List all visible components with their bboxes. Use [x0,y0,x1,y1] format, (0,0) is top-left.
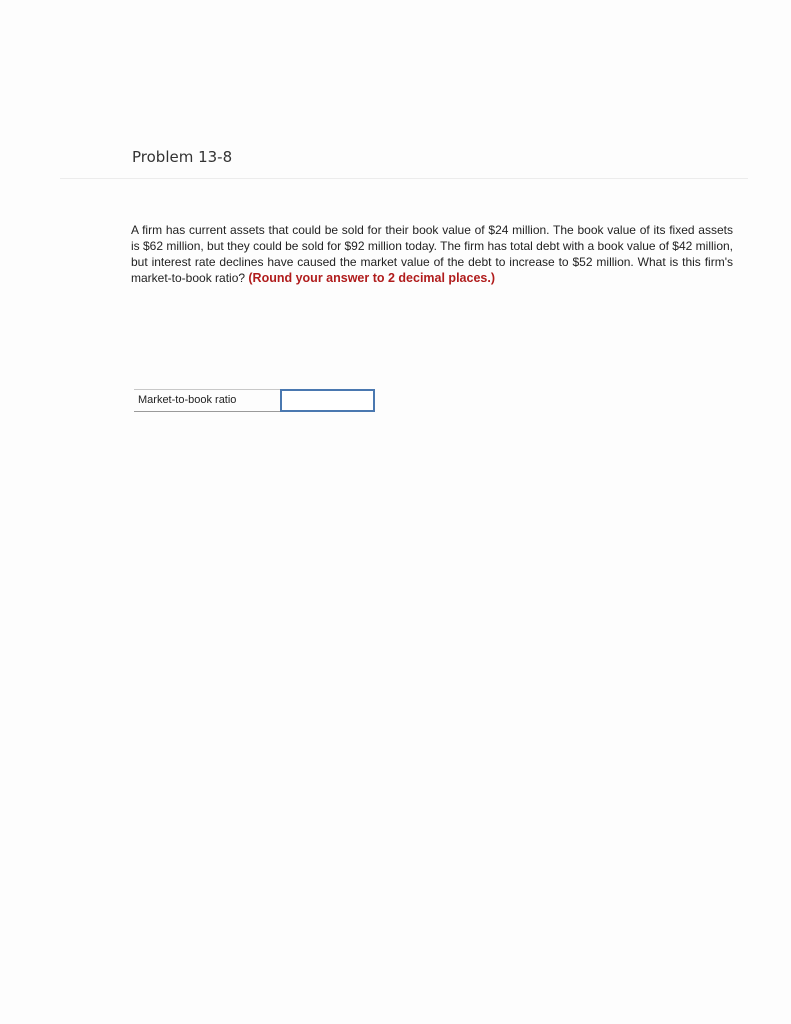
page-title: Problem 13-8 [132,148,233,166]
rounding-hint: (Round your answer to 2 decimal places.) [248,271,495,285]
question-paragraph [131,222,733,286]
market-to-book-input[interactable] [280,389,375,412]
answer-table [134,389,375,412]
answer-label: Market-to-book ratio [138,394,237,406]
title-divider [60,178,748,179]
question-text: A firm has current assets that could be sold for their book value of $24 million. The book value of its fixed assets is $62 million, but they could be sold for $92 million today. The firm has total debt with a book value of $42 million, but interest rate declines have caused the market value of the debt to increase to $52 million. What is this firm's market-to-book ratio? [131,223,733,285]
